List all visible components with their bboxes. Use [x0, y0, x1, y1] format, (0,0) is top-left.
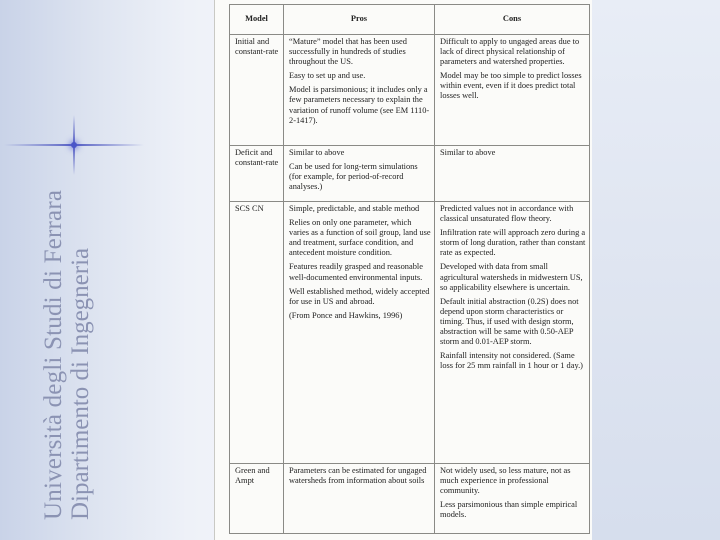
header-cons: Cons [435, 5, 590, 35]
cons-item: Predicted values not in accordance with classical unsaturated flow theory. [440, 204, 574, 224]
cons-item: Not widely used, so less mature, not as much experience in professional community. [440, 466, 571, 496]
background-band [592, 0, 720, 540]
watermark-department: Dipartimento di Ingegneria [67, 247, 94, 520]
cons-item: Default initial abstraction (0.2S) does not depend upon storm characteristics or timing. Thus, if used with design storm, abstraction will be same with 0.50-AEP storm and 0.01-AEP storm. [440, 296, 579, 347]
model-cell: Deficit and constant-rate [230, 146, 284, 202]
cons-item: Similar to above [440, 148, 496, 157]
table-row [230, 35, 590, 146]
pros-item: Model is parsimonious; it includes only a few parameters necessary to explain the variation of runoff volume (see EM 1110-2-1417). [289, 85, 430, 125]
model-cell: Initial and constant-rate [230, 35, 284, 146]
cons-item: Infiltration rate will approach zero during a storm of long duration, rather than constant rate as expected. [440, 228, 586, 258]
pros-cell [284, 35, 435, 146]
pros-item: Features readily grasped and reasonable well-documented environmental inputs. [289, 262, 423, 282]
pros-item: (From Ponce and Hawkins, 1996) [289, 310, 403, 320]
table-row [230, 146, 590, 202]
pros-item: Easy to set up and use. [289, 71, 366, 81]
pros-item: Relies on only one parameter, which varies as a function of soil group, land use and treatment, surface condition, and antecedent moisture condition. [289, 218, 431, 258]
table-header-row [230, 5, 590, 35]
pros-item: Similar to above [289, 148, 345, 157]
model-cell: SCS CN [230, 202, 284, 464]
pros-item: Can be used for long-term simulations (for example, for period-of-record analyses.) [289, 162, 418, 192]
pros-item: Parameters can be estimated for ungaged watersheds from information about soils [289, 466, 427, 486]
cons-item: Difficult to apply to ungaged areas due to lack of direct physical relationship of parameters and watershed properties. [440, 37, 580, 67]
pros-cell [284, 464, 435, 534]
pros-item: Simple, predictable, and stable method [289, 204, 420, 213]
cons-item: Less parsimonious than simple empirical models. [440, 500, 578, 520]
table-row [230, 202, 590, 464]
loss-models-table [229, 4, 590, 534]
pros-cell [284, 202, 435, 464]
cons-cell [435, 464, 590, 534]
pros-cell [284, 146, 435, 202]
model-cell: Green and Ampt [230, 464, 284, 534]
scanned-table-image [214, 0, 592, 540]
header-pros: Pros [284, 5, 435, 35]
university-watermark [40, 190, 94, 520]
cons-item: Developed with data from small agricultural watersheds in midwestern US, so applicability elsewhere is uncertain. [440, 262, 583, 292]
cons-cell [435, 35, 590, 146]
watermark-university: Università degli Studi di Ferrara [40, 189, 67, 520]
cons-cell [435, 202, 590, 464]
pros-item: “Mature” model that has been used successfully in hundreds of studies throughout the US. [289, 37, 407, 67]
table-row [230, 464, 590, 534]
cons-item: Model may be too simple to predict losses within event, even if it does predict total losses well. [440, 71, 582, 101]
header-model: Model [230, 5, 284, 35]
pros-item: Well established method, widely accepted for use in US and abroad. [289, 286, 430, 306]
cons-cell [435, 146, 590, 202]
cons-item: Rainfall intensity not considered. (Same loss for 25 mm rainfall in 1 hour or 1 day.) [440, 351, 583, 371]
